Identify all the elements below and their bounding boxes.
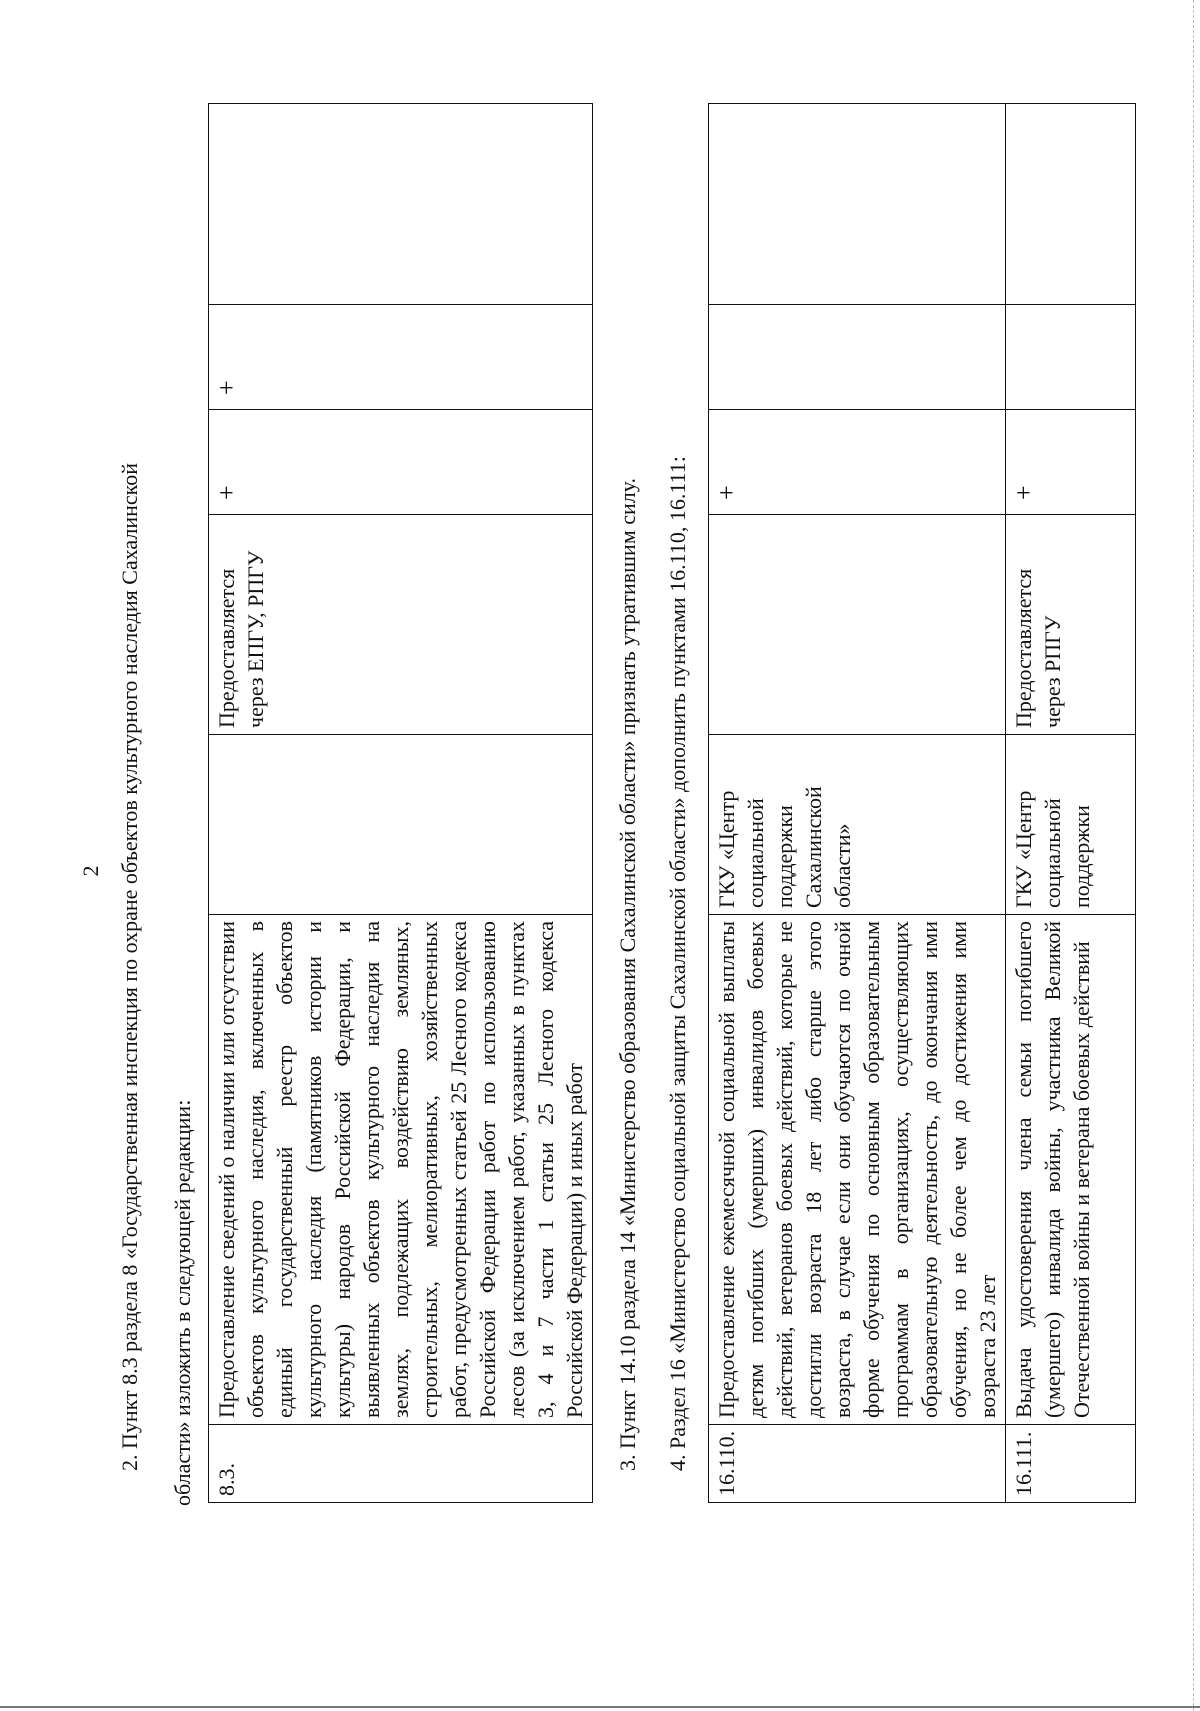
service-organization: ГКУ «Центр социальной поддержки — [1006, 735, 1136, 915]
paragraph-3: 3. Пункт 14.10 раздела 14 «Министерство образования Сахалинской области» признать утратившим силу. — [615, 477, 640, 1471]
table-section-16 — [708, 103, 1136, 1503]
mark-column-1: + — [209, 410, 593, 515]
service-organization: ГКУ «Центр социальной поддержки Сахалинской области» — [709, 735, 1006, 915]
mark-column-3 — [1006, 104, 1136, 305]
row-number: 8.3. — [209, 1425, 593, 1503]
mark-column-1: + — [709, 410, 1006, 515]
paragraph-2-line-1: 2. Пункт 8.3 раздела 8 «Государственная инспекция по охране объектов культурного наследия Сахалинской — [117, 462, 142, 1471]
service-name: Предоставление ежемесячной социальной выплаты детям погибших (умерших) инвалидов боевых действий, ветеранов боевых действий, которые не достигли возраста 18 лет либо старше этого возраста, в случае если они обучаются по очной форме обучения по основным образовательным программам в организациях, осуществляющих образовательную деятельность, до окончания ими обучения, но не более чем до достижения ими возраста 23 лет — [709, 915, 1006, 1425]
service-name: Выдача удостоверения члена семьи погибшего (умершего) инвалида войны, участника Великой Отечественной войны и ветерана боевых действий — [1006, 915, 1136, 1425]
row-number: 16.111. — [1006, 1425, 1136, 1503]
mark-column-2 — [1006, 305, 1136, 410]
scan-edge-line — [1192, 0, 1194, 1711]
service-organization — [209, 735, 593, 915]
mark-column-1: + — [1006, 410, 1136, 515]
mark-column-3 — [709, 104, 1006, 305]
paragraph-2-line-2: области» изложить в следующей редакции: — [170, 1099, 195, 1506]
mark-column-2: + — [209, 305, 593, 410]
table-section-8 — [208, 103, 593, 1503]
table-row — [709, 104, 1006, 1503]
service-channel: Предоставляется через РПГУ — [1006, 515, 1136, 735]
page-number: 2 — [78, 865, 103, 877]
service-name: Предоставление сведений о наличии или отсутствии объектов культурного наследия, включенных в единый государственный реестр объектов культурного наследия (памятников истории и культуры) народов Российской Федерации, и выявленных объектов культурного наследия на землях, подлежащих воздействию земляных, строительных, мелиоративных, хозяйственных работ, предусмотренных статьей 25 Лесного кодекса Российской Федерации работ по использованию лесов (за исключением работ, указанных в пунктах 3, 4 и 7 части 1 статьи 25 Лесного кодекса Российской Федерации) и иных работ — [209, 915, 593, 1425]
service-channel: Предоставляется через ЕПГУ, РПГУ — [209, 515, 593, 735]
scan-bottom-line — [0, 1706, 1200, 1708]
mark-column-2 — [709, 305, 1006, 410]
paragraph-4: 4. Раздел 16 «Министерство социальной защиты Сахалинской области» дополнить пунктами 16.110, 16.111: — [665, 456, 690, 1471]
row-number: 16.110. — [709, 1425, 1006, 1503]
service-channel — [709, 515, 1006, 735]
mark-column-3 — [209, 104, 593, 305]
table-row — [1006, 104, 1136, 1503]
table-row — [209, 104, 593, 1503]
